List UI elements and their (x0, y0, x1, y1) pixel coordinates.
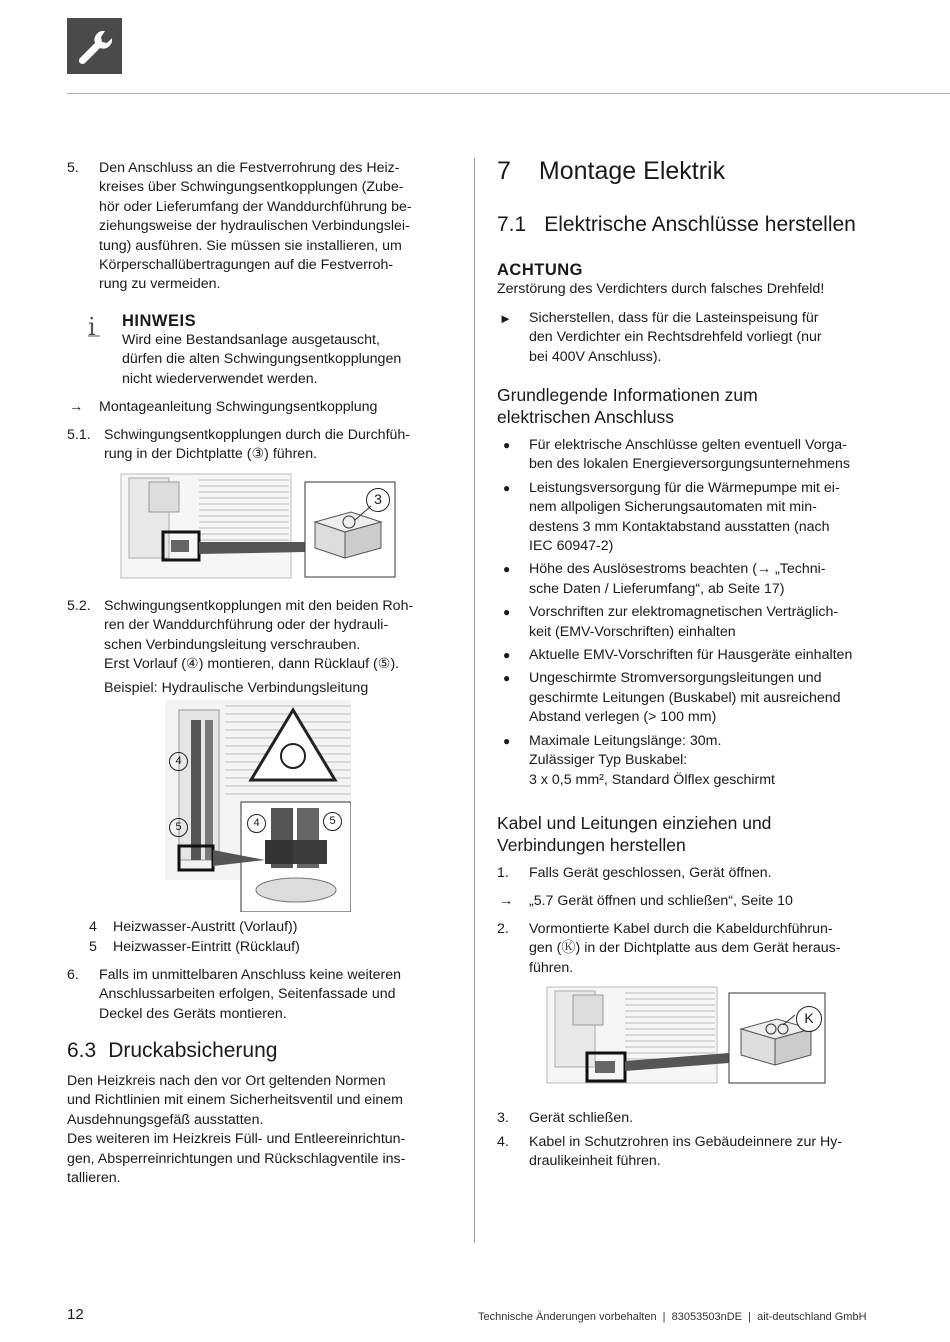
step-number: 4. (497, 1134, 509, 1150)
section-title: Elektrische Anschlüsse herstellen (544, 213, 856, 236)
step-text (99, 159, 453, 295)
text-line: Den Anschluss an die Festverrohrung des Heiz- (99, 160, 400, 176)
text-line: Leistungsversorgung für die Wärmepumpe mit ei- (529, 479, 840, 496)
achtung-box (497, 260, 883, 299)
text-line: Schwingungsentkopplungen mit den beiden Roh- (104, 598, 414, 614)
text-line: Ausdehnungsgefäß ausstatten. (67, 1111, 264, 1128)
legend-text: Heizwasser-Austritt (Vorlauf)) (113, 919, 298, 935)
callout-5: 5 (169, 818, 188, 837)
step-number: 5.2. (67, 598, 91, 614)
text-line: Zulässiger Typ Buskabel: (529, 752, 688, 769)
callout-k: K (796, 1006, 822, 1032)
callout-3: 3 (366, 488, 390, 512)
section-6-3-body (67, 1072, 453, 1188)
legend-number: 4 (89, 919, 97, 935)
text-line[interactable]: Höhe des Auslösestroms beachten (→ „Techni- (529, 561, 826, 578)
heading-line: Kabel und Leitungen einziehen und (497, 813, 772, 833)
list-item (497, 560, 883, 599)
seal-plate-illustration (119, 472, 449, 580)
section-title: Druckabsicherung (108, 1039, 278, 1062)
step-5-2 (67, 597, 453, 698)
legend-item (89, 938, 449, 958)
callout-4-detail: 4 (247, 814, 266, 833)
text-line: Wird eine Bestandsanlage ausgetauscht, (122, 332, 380, 348)
text-line: geschirmte Leitungen (Buskabel) mit ausreichend (529, 689, 841, 706)
text-line: schen Verbindungsleitung verschrauben. (104, 636, 361, 653)
arrow-right-icon: → (499, 893, 514, 909)
step-text (529, 1133, 883, 1172)
step-number: 3. (497, 1110, 509, 1126)
text-line: nicht wiederverwendet werden. (122, 370, 318, 387)
hydraulic-connection-illustration (165, 700, 351, 912)
heading-line: Grundlegende Informationen zum (497, 385, 758, 405)
text-line: 3 x 0,5 mm², Standard Ölflex geschirmt (529, 771, 776, 788)
list-item (497, 646, 883, 665)
text-line: gen, Absperreinrichtungen und Rückschlagventile ins- (67, 1150, 406, 1167)
heading-line: elektrischen Anschluss (497, 407, 675, 427)
cable-feedthrough-illustration (545, 985, 827, 1085)
bullet-icon: ● (503, 438, 511, 452)
cable-step-1 (497, 864, 883, 883)
step-text: Gerät schließen. (529, 1110, 634, 1126)
wrench-icon (67, 18, 122, 74)
text-line: rung zu vermeiden. (99, 276, 221, 293)
bullet-icon: ● (503, 562, 511, 577)
text-line[interactable]: sche Daten / Lieferumfang“, ab Seite 17) (529, 580, 785, 597)
text-line: ben des lokalen Energieversorgungsunternehmens (529, 456, 851, 473)
text-line: Abstand verlegen (> 100 mm) (529, 709, 717, 726)
chapter-title: Montage Elektrik (538, 157, 726, 185)
reference-text: Montageanleitung Schwingungsentkopplung (99, 399, 378, 415)
cable-step-3 (497, 1109, 883, 1128)
list-item (497, 669, 883, 727)
step-number: 1. (497, 865, 509, 881)
subheading-kabel-und-leitungen (497, 812, 883, 856)
action-text (529, 309, 883, 367)
text-line: hör oder Lieferumfang der Wanddurchführung be- (99, 198, 412, 215)
legend-item (89, 918, 449, 938)
reference-text: „5.7 Gerät öffnen und schließen“, Seite 10 (529, 893, 793, 909)
bullet-icon: ● (503, 605, 511, 620)
example-label: Beispiel: Hydraulische Verbindungsleitung (104, 679, 369, 696)
text-line: kreises über Schwingungsentkopplungen (Zube- (99, 179, 404, 196)
step-number: 5.1. (67, 427, 91, 443)
reference-link[interactable] (67, 398, 453, 417)
list-item (497, 603, 883, 642)
heading-line: Verbindungen herstellen (497, 835, 686, 855)
legend-text: Heizwasser-Eintritt (Rücklauf) (113, 939, 300, 955)
step-text: Falls Gerät geschlossen, Gerät öffnen. (529, 865, 772, 881)
text-line: führen. (529, 959, 574, 976)
text-line: ren der Wanddurchführung oder der hydrauli- (104, 617, 389, 634)
text-line: Kabel in Schutzrohren ins Gebäudeinnere zur Hy- (529, 1134, 843, 1150)
text-line: Für elektrische Anschlüsse gelten eventuell Vorga- (529, 437, 847, 453)
footer-text: Technische Änderungen vorbehalten | 83053503nDE | ait-deutschland GmbH (478, 1311, 867, 1323)
list-item (497, 436, 883, 475)
text-line: destens 3 mm Kontaktabstand ausstatten (nach (529, 518, 830, 535)
hinweis-box (122, 311, 443, 389)
step-text (104, 597, 453, 698)
text-line: Erst Vorlauf (④) montieren, dann Rücklauf (⑤). (104, 656, 400, 673)
list-item (497, 479, 883, 557)
bullet-icon: ● (503, 648, 511, 663)
text-line: Körperschallübertragungen auf die Festverroh- (99, 257, 394, 274)
achtung-action (497, 309, 883, 367)
section-7-1-heading (497, 212, 897, 238)
action-triangle-icon: ► (499, 311, 512, 326)
bullet-icon: ● (503, 671, 511, 686)
text-line: Falls im unmittelbaren Anschluss keine weiteren (99, 967, 402, 983)
text-line: IEC 60947-2) (529, 538, 614, 555)
reference-link[interactable] (497, 892, 883, 911)
achtung-text: Zerstörung des Verdichters durch falsches Drehfeld! (497, 281, 825, 297)
list-item (497, 732, 883, 790)
step-6 (67, 966, 453, 1024)
text-line: keit (EMV-Vorschriften) einhalten (529, 623, 736, 640)
cable-step-2 (497, 920, 883, 978)
step-number: 6. (67, 967, 79, 983)
svg-text:i: i (88, 313, 96, 339)
text-line: rung in der Dichtplatte (③) führen. (104, 446, 318, 463)
text-line: dürfen die alten Schwingungsentkopplungen (122, 351, 402, 368)
chapter-icon-box (67, 18, 122, 74)
text-line: ziehungsweise der hydraulischen Verbindungslei- (99, 218, 410, 235)
chapter-number: 7 (497, 157, 511, 185)
callout-5-detail: 5 (323, 812, 342, 831)
text-line: Sicherstellen, dass für die Lasteinspeisung für (529, 310, 819, 326)
text-line: Anschlussarbeiten erfolgen, Seitenfassade und (99, 986, 396, 1003)
bullet-icon: ● (503, 733, 511, 748)
subheading-grundlegende-informationen (497, 384, 883, 428)
text-line: Ungeschirmte Stromversorgungsleitungen und (529, 670, 822, 687)
text-line: Des weiteren im Heizkreis Füll- und Entleereinrichtun- (67, 1131, 406, 1148)
text-line: bei 400V Anschluss). (529, 348, 662, 365)
chapter-7-heading (497, 156, 897, 186)
text-line: den Verdichter ein Rechtsdrehfeld vorliegt (nur (529, 329, 822, 346)
step-text (529, 920, 883, 978)
text-line: tallieren. (67, 1170, 121, 1187)
legend-number: 5 (89, 939, 97, 955)
figure-cable-feedthrough (545, 985, 827, 1085)
arrow-right-icon: → (69, 399, 84, 415)
figure-seal-plate (119, 472, 449, 580)
bullet-icon: ● (503, 480, 511, 495)
section-number: 7.1 (497, 213, 527, 236)
column-divider (474, 158, 475, 1243)
step-text (104, 426, 453, 465)
step-text (99, 966, 453, 1024)
text-line: draulikeinheit führen. (529, 1153, 661, 1170)
text-line: Schwingungsentkopplungen durch die Durchfüh- (104, 427, 411, 443)
info-icon (86, 313, 106, 339)
text-line: Maximale Leitungslänge: 30m. (529, 732, 722, 749)
header-rule (67, 93, 950, 94)
section-6-3-heading (67, 1038, 453, 1064)
text-line: tung) ausführen. Sie müssen sie installieren, um (99, 237, 402, 254)
section-number: 6.3 (67, 1039, 97, 1062)
text-line: Den Heizkreis nach den vor Ort geltenden Normen (67, 1073, 386, 1089)
hinweis-title: HINWEIS (122, 312, 197, 330)
achtung-title: ACHTUNG (497, 261, 583, 279)
step-number: 5. (67, 160, 79, 176)
step-5-1 (67, 426, 453, 465)
text-line: Vorschriften zur elektromagnetischen Verträglich- (529, 604, 839, 621)
text-line: Vormontierte Kabel durch die Kabeldurchführun- (529, 921, 833, 937)
text-line: und Richtlinien mit einem Sicherheitsventil und einem (67, 1092, 403, 1109)
step-number: 2. (497, 921, 509, 937)
cable-step-4 (497, 1133, 883, 1172)
step-5 (67, 159, 453, 295)
text-line: nem allpoligen Sicherungsautomaten mit min- (529, 499, 817, 516)
callout-4: 4 (169, 752, 188, 771)
page-number: 12 (67, 1306, 84, 1323)
info-bullet-list (497, 436, 883, 794)
text-line: Aktuelle EMV-Vorschriften für Hausgeräte einhalten (529, 647, 853, 664)
text-line: gen (Ⓚ) in der Dichtplatte aus dem Gerät heraus- (529, 940, 841, 957)
figure-legend (89, 918, 449, 958)
figure-hydraulic-connection (165, 700, 351, 912)
text-line: Deckel des Geräts montieren. (99, 1005, 287, 1022)
